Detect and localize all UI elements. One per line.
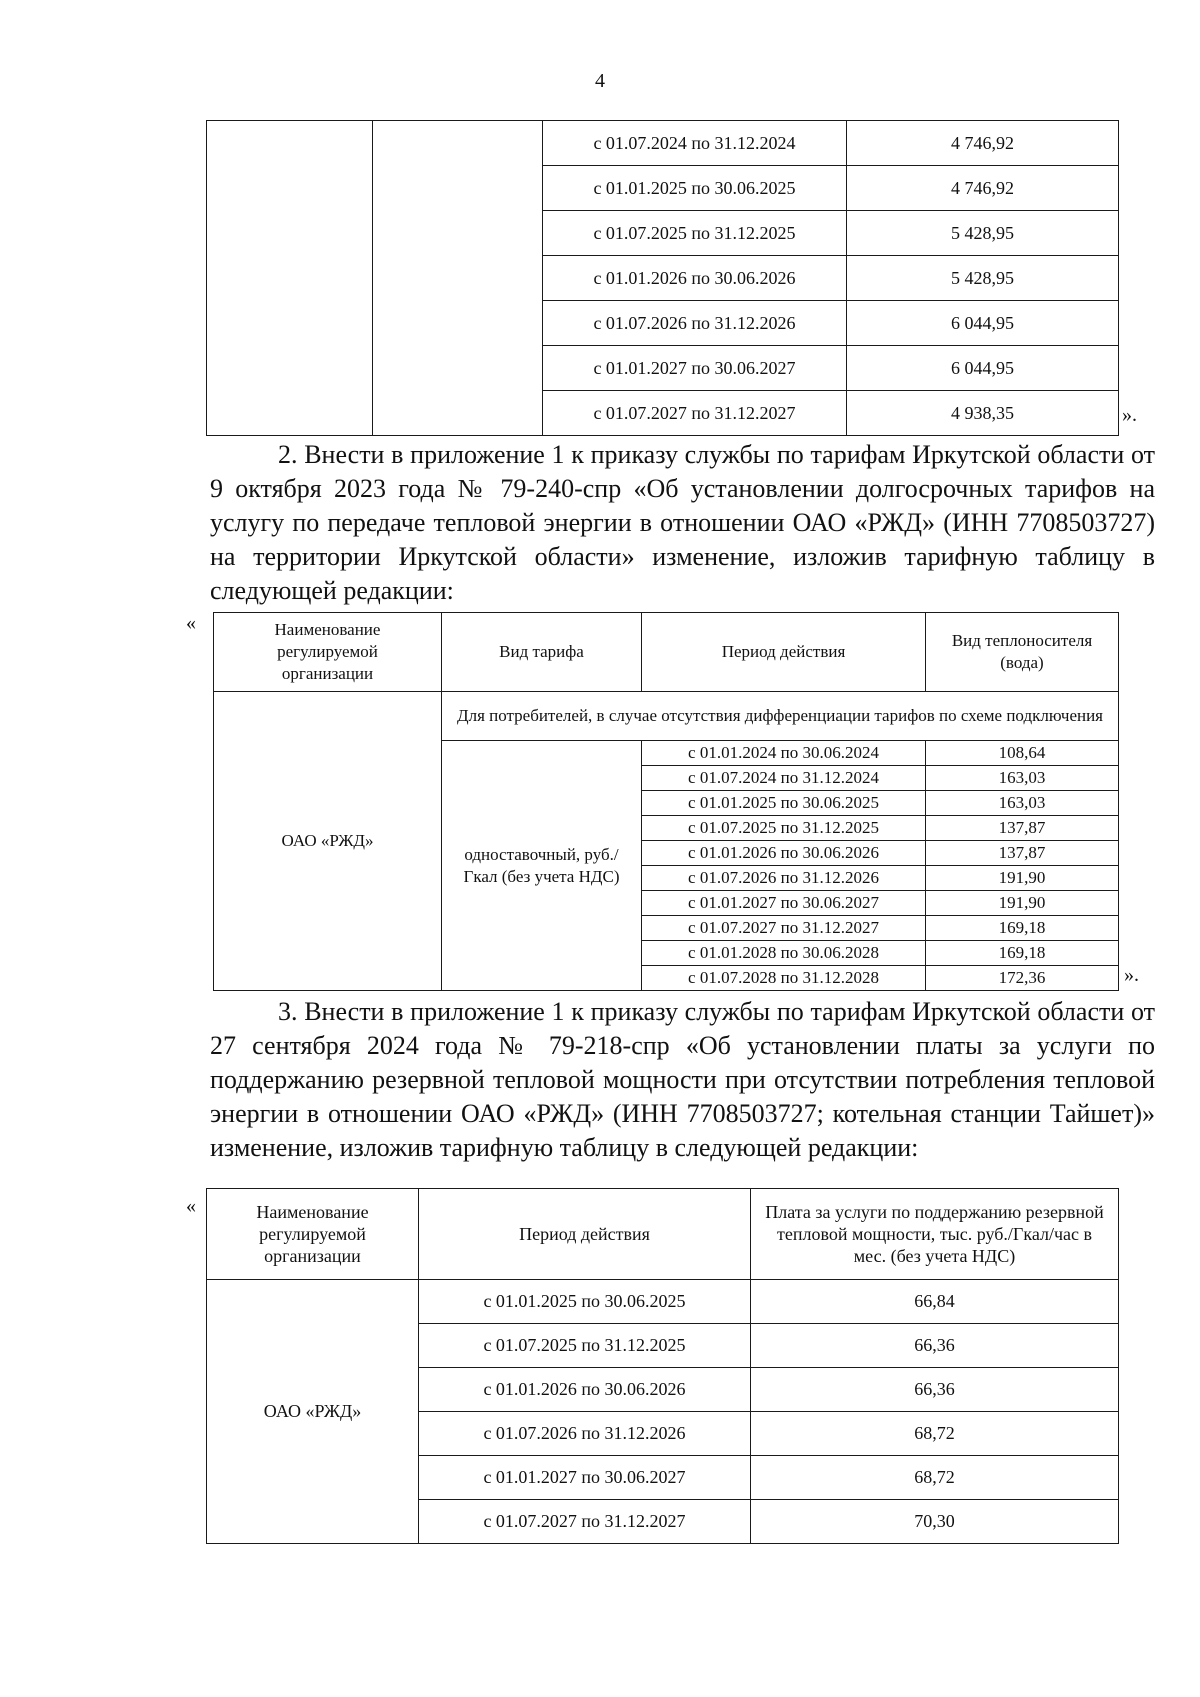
- period-cell: с 01.01.2024 по 30.06.2024: [642, 741, 926, 766]
- value-cell: 137,87: [926, 816, 1119, 841]
- tariff-table-continuation: [206, 120, 1119, 436]
- period-cell: с 01.01.2028 по 30.06.2028: [642, 941, 926, 966]
- empty-type-cell: [373, 121, 543, 436]
- value-cell: 169,18: [926, 916, 1119, 941]
- value-cell: 68,72: [751, 1412, 1119, 1456]
- period-cell: с 01.01.2026 по 30.06.2026: [543, 256, 847, 301]
- header-carrier: Вид теплоносителя (вода): [926, 613, 1119, 692]
- period-cell: с 01.07.2026 по 31.12.2026: [419, 1412, 751, 1456]
- value-cell: 5 428,95: [847, 256, 1119, 301]
- header-fee: Плата за услуги по поддержанию резервной тепловой мощности, тыс. руб./Гкал/час в мес. (без учета НДС): [751, 1189, 1119, 1280]
- value-cell: 163,03: [926, 791, 1119, 816]
- value-cell: 66,36: [751, 1324, 1119, 1368]
- header-period: Период действия: [419, 1189, 751, 1280]
- subheader: Для потребителей, в случае отсутствия дифференциации тарифов по схеме подключения: [442, 692, 1119, 741]
- period-cell: с 01.07.2027 по 31.12.2027: [543, 391, 847, 436]
- table-row: [207, 1280, 1119, 1324]
- period-cell: с 01.07.2025 по 31.12.2025: [642, 816, 926, 841]
- period-cell: с 01.01.2026 по 30.06.2026: [642, 841, 926, 866]
- value-cell: 70,30: [751, 1500, 1119, 1544]
- value-cell: 137,87: [926, 841, 1119, 866]
- value-cell: 191,90: [926, 891, 1119, 916]
- value-cell: 172,36: [926, 966, 1119, 991]
- value-cell: 6 044,95: [847, 346, 1119, 391]
- tariff-table-reserve-capacity: [206, 1188, 1119, 1544]
- table2-open-quote: «: [186, 612, 196, 634]
- header-org: Наименование регулируемой организации: [207, 1189, 419, 1280]
- value-cell: 66,84: [751, 1280, 1119, 1324]
- table3-open-quote: «: [186, 1195, 196, 1217]
- period-cell: с 01.07.2024 по 31.12.2024: [642, 766, 926, 791]
- value-cell: 6 044,95: [847, 301, 1119, 346]
- org-name: ОАО «РЖД»: [207, 1280, 419, 1544]
- period-cell: с 01.07.2024 по 31.12.2024: [543, 121, 847, 166]
- tariff-type: одноставочный, руб./Гкал (без учета НДС): [442, 741, 642, 991]
- table-row: [207, 121, 1119, 166]
- value-cell: 4 746,92: [847, 166, 1119, 211]
- value-cell: 169,18: [926, 941, 1119, 966]
- header-org: Наименование регулируемой организации: [214, 613, 442, 692]
- period-cell: с 01.07.2025 по 31.12.2025: [419, 1324, 751, 1368]
- table2-close-quote: ».: [1124, 964, 1139, 986]
- value-cell: 191,90: [926, 866, 1119, 891]
- period-cell: с 01.01.2025 по 30.06.2025: [543, 166, 847, 211]
- page-number: 4: [595, 70, 605, 92]
- table1-close-quote: ».: [1122, 404, 1137, 426]
- period-cell: с 01.07.2025 по 31.12.2025: [543, 211, 847, 256]
- period-cell: с 01.07.2027 по 31.12.2027: [642, 916, 926, 941]
- org-name: ОАО «РЖД»: [214, 692, 442, 991]
- value-cell: 5 428,95: [847, 211, 1119, 256]
- paragraph-3: 3. Внести в приложение 1 к приказу службы по тарифам Иркутской области от 27 сентября 2024 года № 79-218-спр «Об установлении платы за услуги по поддержанию резервной тепловой мощности при отсутствии потребления тепловой энергии в отношении ОАО «РЖД» (ИНН 7708503727; котельная станции Тайшет)» изменение, изложив тарифную таблицу в следующей редакции:: [210, 997, 1155, 1162]
- period-cell: с 01.07.2028 по 31.12.2028: [642, 966, 926, 991]
- value-cell: 4 938,35: [847, 391, 1119, 436]
- period-cell: с 01.01.2025 по 30.06.2025: [642, 791, 926, 816]
- paragraph-2: 2. Внести в приложение 1 к приказу службы по тарифам Иркутской области от 9 октября 2023 года № 79-240-спр «Об установлении долгосрочных тарифов на услугу по передаче тепловой энергии в отношении ОАО «РЖД» (ИНН 7708503727) на территории Иркутской области» изменение, изложив тарифную таблицу в следующей редакции:: [210, 440, 1155, 605]
- value-cell: 66,36: [751, 1368, 1119, 1412]
- value-cell: 4 746,92: [847, 121, 1119, 166]
- tariff-table-transmission: [213, 612, 1119, 991]
- period-cell: с 01.01.2025 по 30.06.2025: [419, 1280, 751, 1324]
- header-tariff-type: Вид тарифа: [442, 613, 642, 692]
- period-cell: с 01.01.2027 по 30.06.2027: [642, 891, 926, 916]
- period-cell: с 01.07.2027 по 31.12.2027: [419, 1500, 751, 1544]
- value-cell: 68,72: [751, 1456, 1119, 1500]
- period-cell: с 01.07.2026 по 31.12.2026: [642, 866, 926, 891]
- period-cell: с 01.01.2026 по 30.06.2026: [419, 1368, 751, 1412]
- value-cell: 163,03: [926, 766, 1119, 791]
- value-cell: 108,64: [926, 741, 1119, 766]
- period-cell: с 01.07.2026 по 31.12.2026: [543, 301, 847, 346]
- period-cell: с 01.01.2027 по 30.06.2027: [419, 1456, 751, 1500]
- period-cell: с 01.01.2027 по 30.06.2027: [543, 346, 847, 391]
- header-period: Период действия: [642, 613, 926, 692]
- empty-org-cell: [207, 121, 373, 436]
